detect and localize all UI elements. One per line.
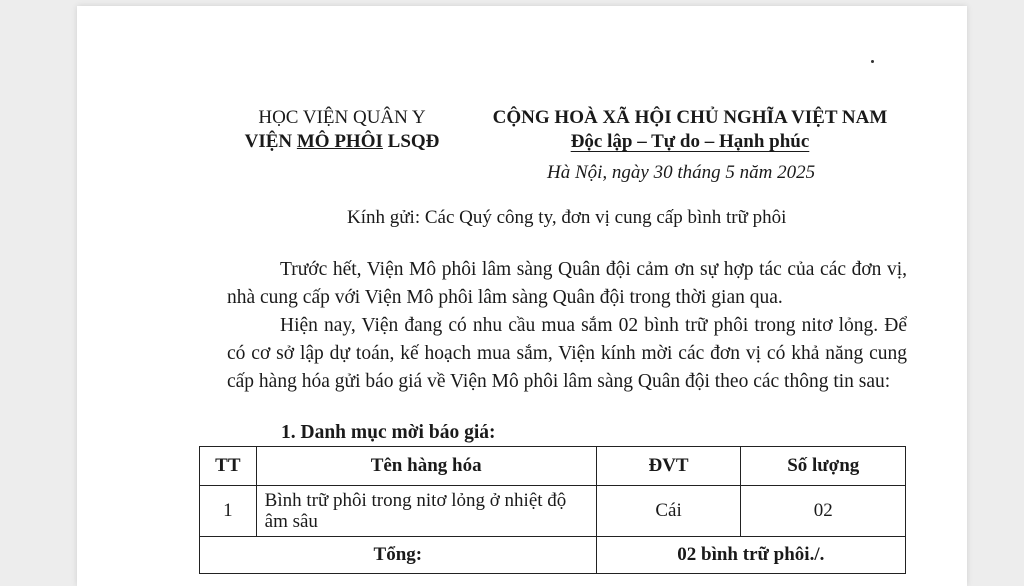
col-header-name: Tên hàng hóa [256, 447, 596, 486]
issuing-unit-underlined: MÔ PHÔI [296, 131, 383, 152]
col-header-tt: TT [200, 447, 257, 486]
letter-body [227, 256, 907, 396]
national-motto: Độc lập – Tự do – Hạnh phúc [570, 131, 810, 152]
issuing-organization [227, 106, 457, 154]
cell-qty: 02 [741, 486, 906, 537]
cell-unit: Cái [596, 486, 741, 537]
parent-org: HỌC VIỆN QUÂN Y [258, 107, 426, 128]
issuing-unit-prefix: VIỆN [244, 131, 297, 152]
date-line: Hà Nội, ngày 30 tháng 5 năm 2025 [547, 162, 816, 183]
scan-speck [871, 60, 874, 63]
issuing-unit-suffix: LSQĐ [382, 131, 440, 152]
col-header-unit: ĐVT [596, 447, 741, 486]
paragraph-2: Hiện nay, Viện đang có nhu cầu mua sắm 02 bình trữ phôi trong nitơ lỏng. Để có cơ sở lập dự toán, kế hoạch mua sắm, Viện kính mời các đơn vị có khả năng cung cấp hàng hóa gửi báo giá về Viện Mô phôi lâm sàng Quân đội theo các thông tin sau: [227, 315, 907, 392]
issuing-unit [227, 130, 457, 154]
col-header-qty: Số lượng [741, 447, 906, 486]
national-header [475, 106, 905, 154]
total-value: 02 bình trữ phôi./. [596, 537, 905, 574]
quotation-items-table [199, 446, 906, 574]
cell-tt: 1 [200, 486, 257, 537]
cell-name: Bình trữ phôi trong nitơ lỏng ở nhiệt độ âm sâu [256, 486, 596, 537]
nation-title: CỘNG HOÀ XÃ HỘI CHỦ NGHĨA VIỆT NAM [492, 107, 888, 128]
section-title: 1. Danh mục mời báo giá: [281, 422, 496, 443]
recipient-line: Kính gửi: Các Quý công ty, đơn vị cung cấp bình trữ phôi [347, 207, 787, 228]
document-page [77, 6, 967, 586]
total-label: Tổng: [200, 537, 597, 574]
paragraph-1: Trước hết, Viện Mô phôi lâm sàng Quân đội cảm ơn sự hợp tác của các đơn vị, nhà cung cấp với Viện Mô phôi lâm sàng Quân đội trong thời gian qua. [227, 259, 907, 308]
table-header-row [200, 447, 906, 486]
table-row [200, 486, 906, 537]
